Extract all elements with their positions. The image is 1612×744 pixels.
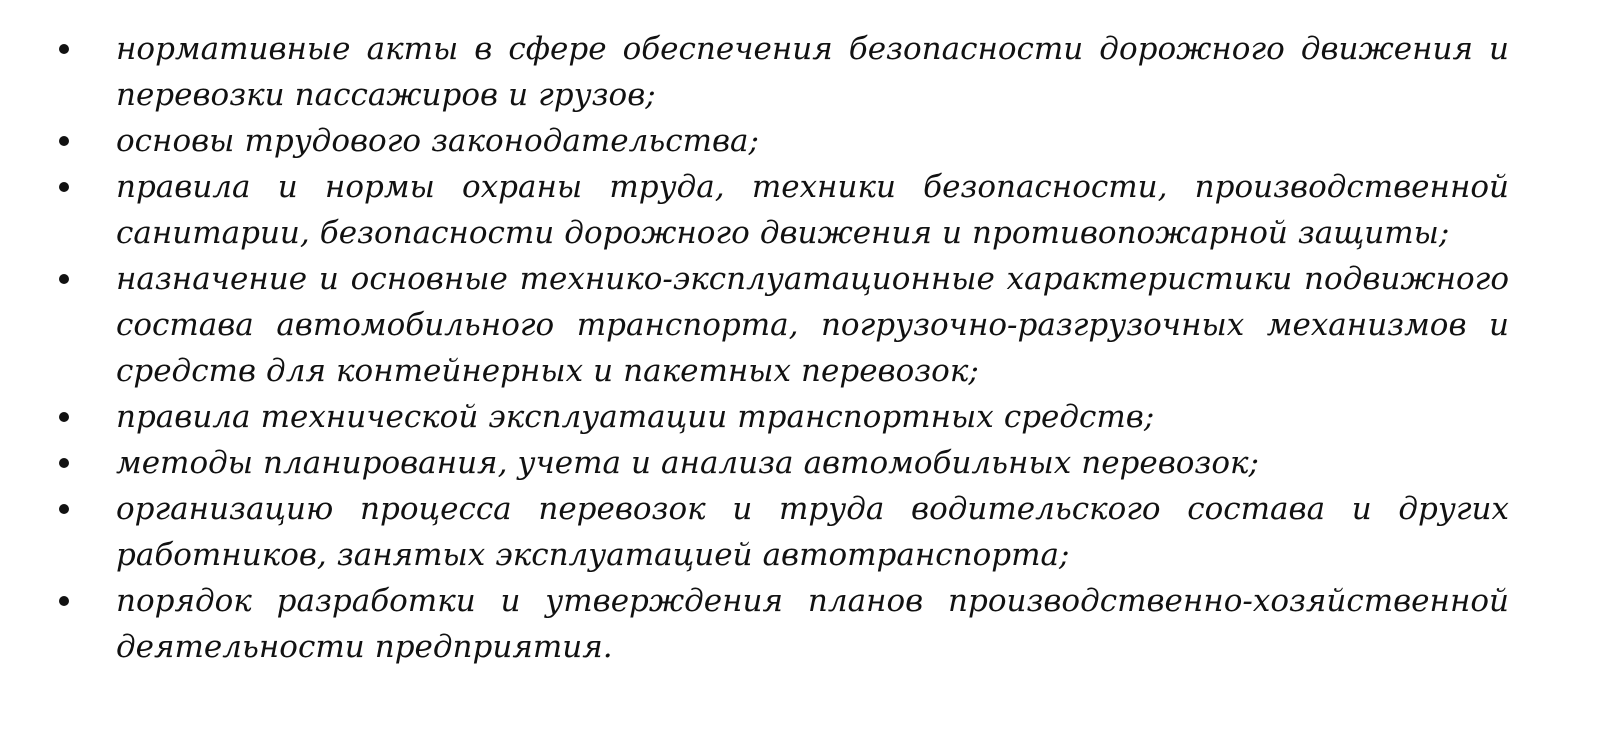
bullet-icon [59,412,69,422]
list-item-text: основы трудового законодательства; [116,123,759,159]
bullet-list [0,26,1612,670]
bullet-icon [59,504,69,514]
list-item-text: назначение и основные технико-эксплуатационные характеристики подвижного состава автомобильного транспорта, погрузочно-разгрузочных механизмов и средств для контейнерных и пакетных перевозок; [116,261,1509,389]
bullet-icon [59,182,69,192]
list-item [0,486,1612,578]
bullet-icon [59,136,69,146]
bullet-icon [59,274,69,284]
list-item [0,118,1612,164]
list-item-text: методы планирования, учета и анализа автомобильных перевозок; [116,445,1259,481]
list-item-text: порядок разработки и утверждения планов производственно-хозяйственной деятельности предприятия. [116,583,1509,665]
list-item [0,256,1612,394]
list-item-text: организацию процесса перевозок и труда водительского состава и других работников, занятых эксплуатацией автотранспорта; [116,491,1509,573]
list-item [0,164,1612,256]
list-item [0,26,1612,118]
document-page [0,26,1612,670]
list-item-text: правила технической эксплуатации транспортных средств; [116,399,1155,435]
bullet-icon [59,596,69,606]
list-item [0,578,1612,670]
list-item-text: правила и нормы охраны труда, техники безопасности, производственной санитарии, безопасности дорожного движения и противопожарной защиты; [116,169,1509,251]
list-item [0,440,1612,486]
bullet-icon [59,44,69,54]
list-item-text: нормативные акты в сфере обеспечения безопасности дорожного движения и перевозки пассажиров и грузов; [116,31,1509,113]
list-item [0,394,1612,440]
bullet-icon [59,458,69,468]
